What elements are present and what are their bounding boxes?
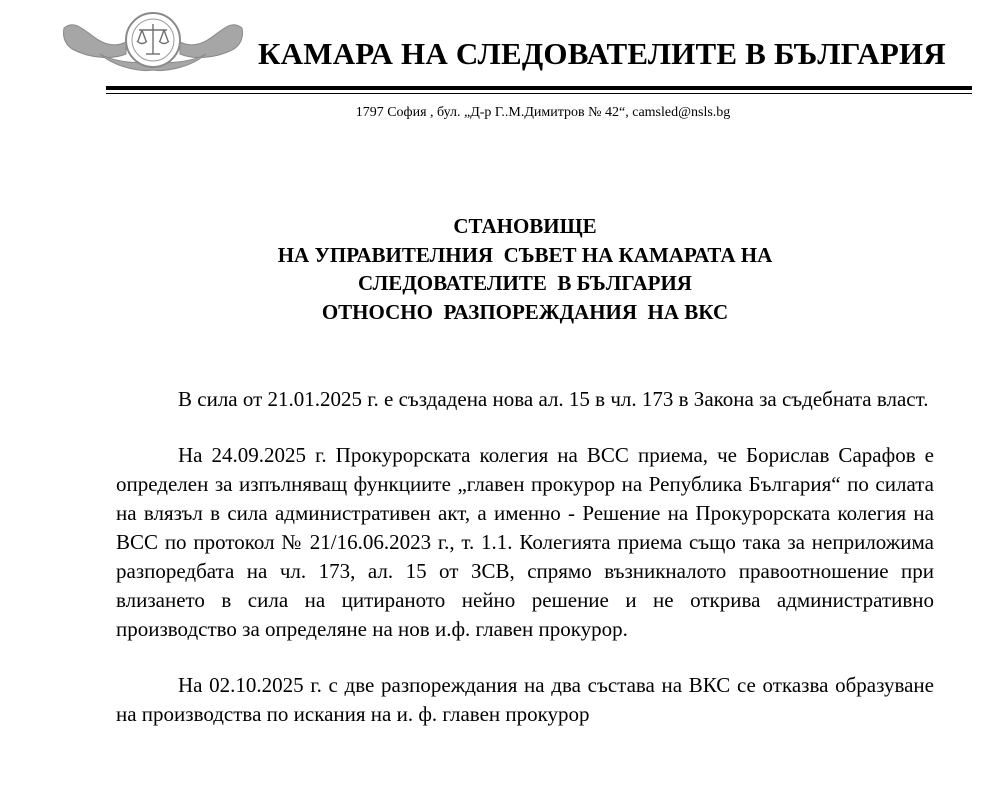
organization-name: КАМАРА НА СЛЕДОВАТЕЛИТЕ В БЪЛГАРИЯ <box>258 36 946 71</box>
paragraph: В сила от 21.01.2025 г. е създадена нова ал. 15 в чл. 173 в Закона за съдебната власт. <box>178 387 929 411</box>
title-line-3: СЛЕДОВАТЕЛИТЕ В БЪЛГАРИЯ <box>358 271 692 296</box>
scales-of-justice-emblem-icon <box>60 10 246 78</box>
title-line-2: НА УПРАВИТЕЛНИЯ СЪВЕТ НА КАМАРАТА НА <box>277 242 773 267</box>
title-line-4: ОТНОСНО РАЗПОРЕЖДАНИЯ НА ВКС <box>321 300 729 325</box>
document-title <box>116 212 934 327</box>
paragraph: На 02.10.2025 г. с две разпореждания на два състава на ВКС се отказва образуване на производства по искания на и. ф. главен прокурор <box>116 673 934 726</box>
document-body <box>116 385 934 756</box>
letterhead <box>0 0 1002 130</box>
header-rule-thin <box>106 93 972 94</box>
paragraph: На 24.09.2025 г. Прокурорската колегия на ВСС приема, че Борислав Сарафов е определен за изпълняващ функциите „главен прокурор на Република България“ по силата на влязъл в сила административен акт, а именно - Решение на Прокурорската колегия на ВСС по протокол № 21/16.06.2023 г., т. 1.1. Колегията приема също така за неприложима разпоредбата на чл. 173, ал. 15 от ЗСВ, спрямо възникналото правоотношение при влизането в сила на цитираното нейно решение и не открива административно производство за определяне на нов и.ф. главен прокурор. <box>116 443 934 641</box>
header-rule-thick <box>106 86 972 90</box>
organization-address: 1797 София , бул. „Д-р Г..М.Димитров № 42“, camsled@nsls.bg <box>355 105 731 120</box>
title-line-1: СТАНОВИЩЕ <box>453 214 597 238</box>
